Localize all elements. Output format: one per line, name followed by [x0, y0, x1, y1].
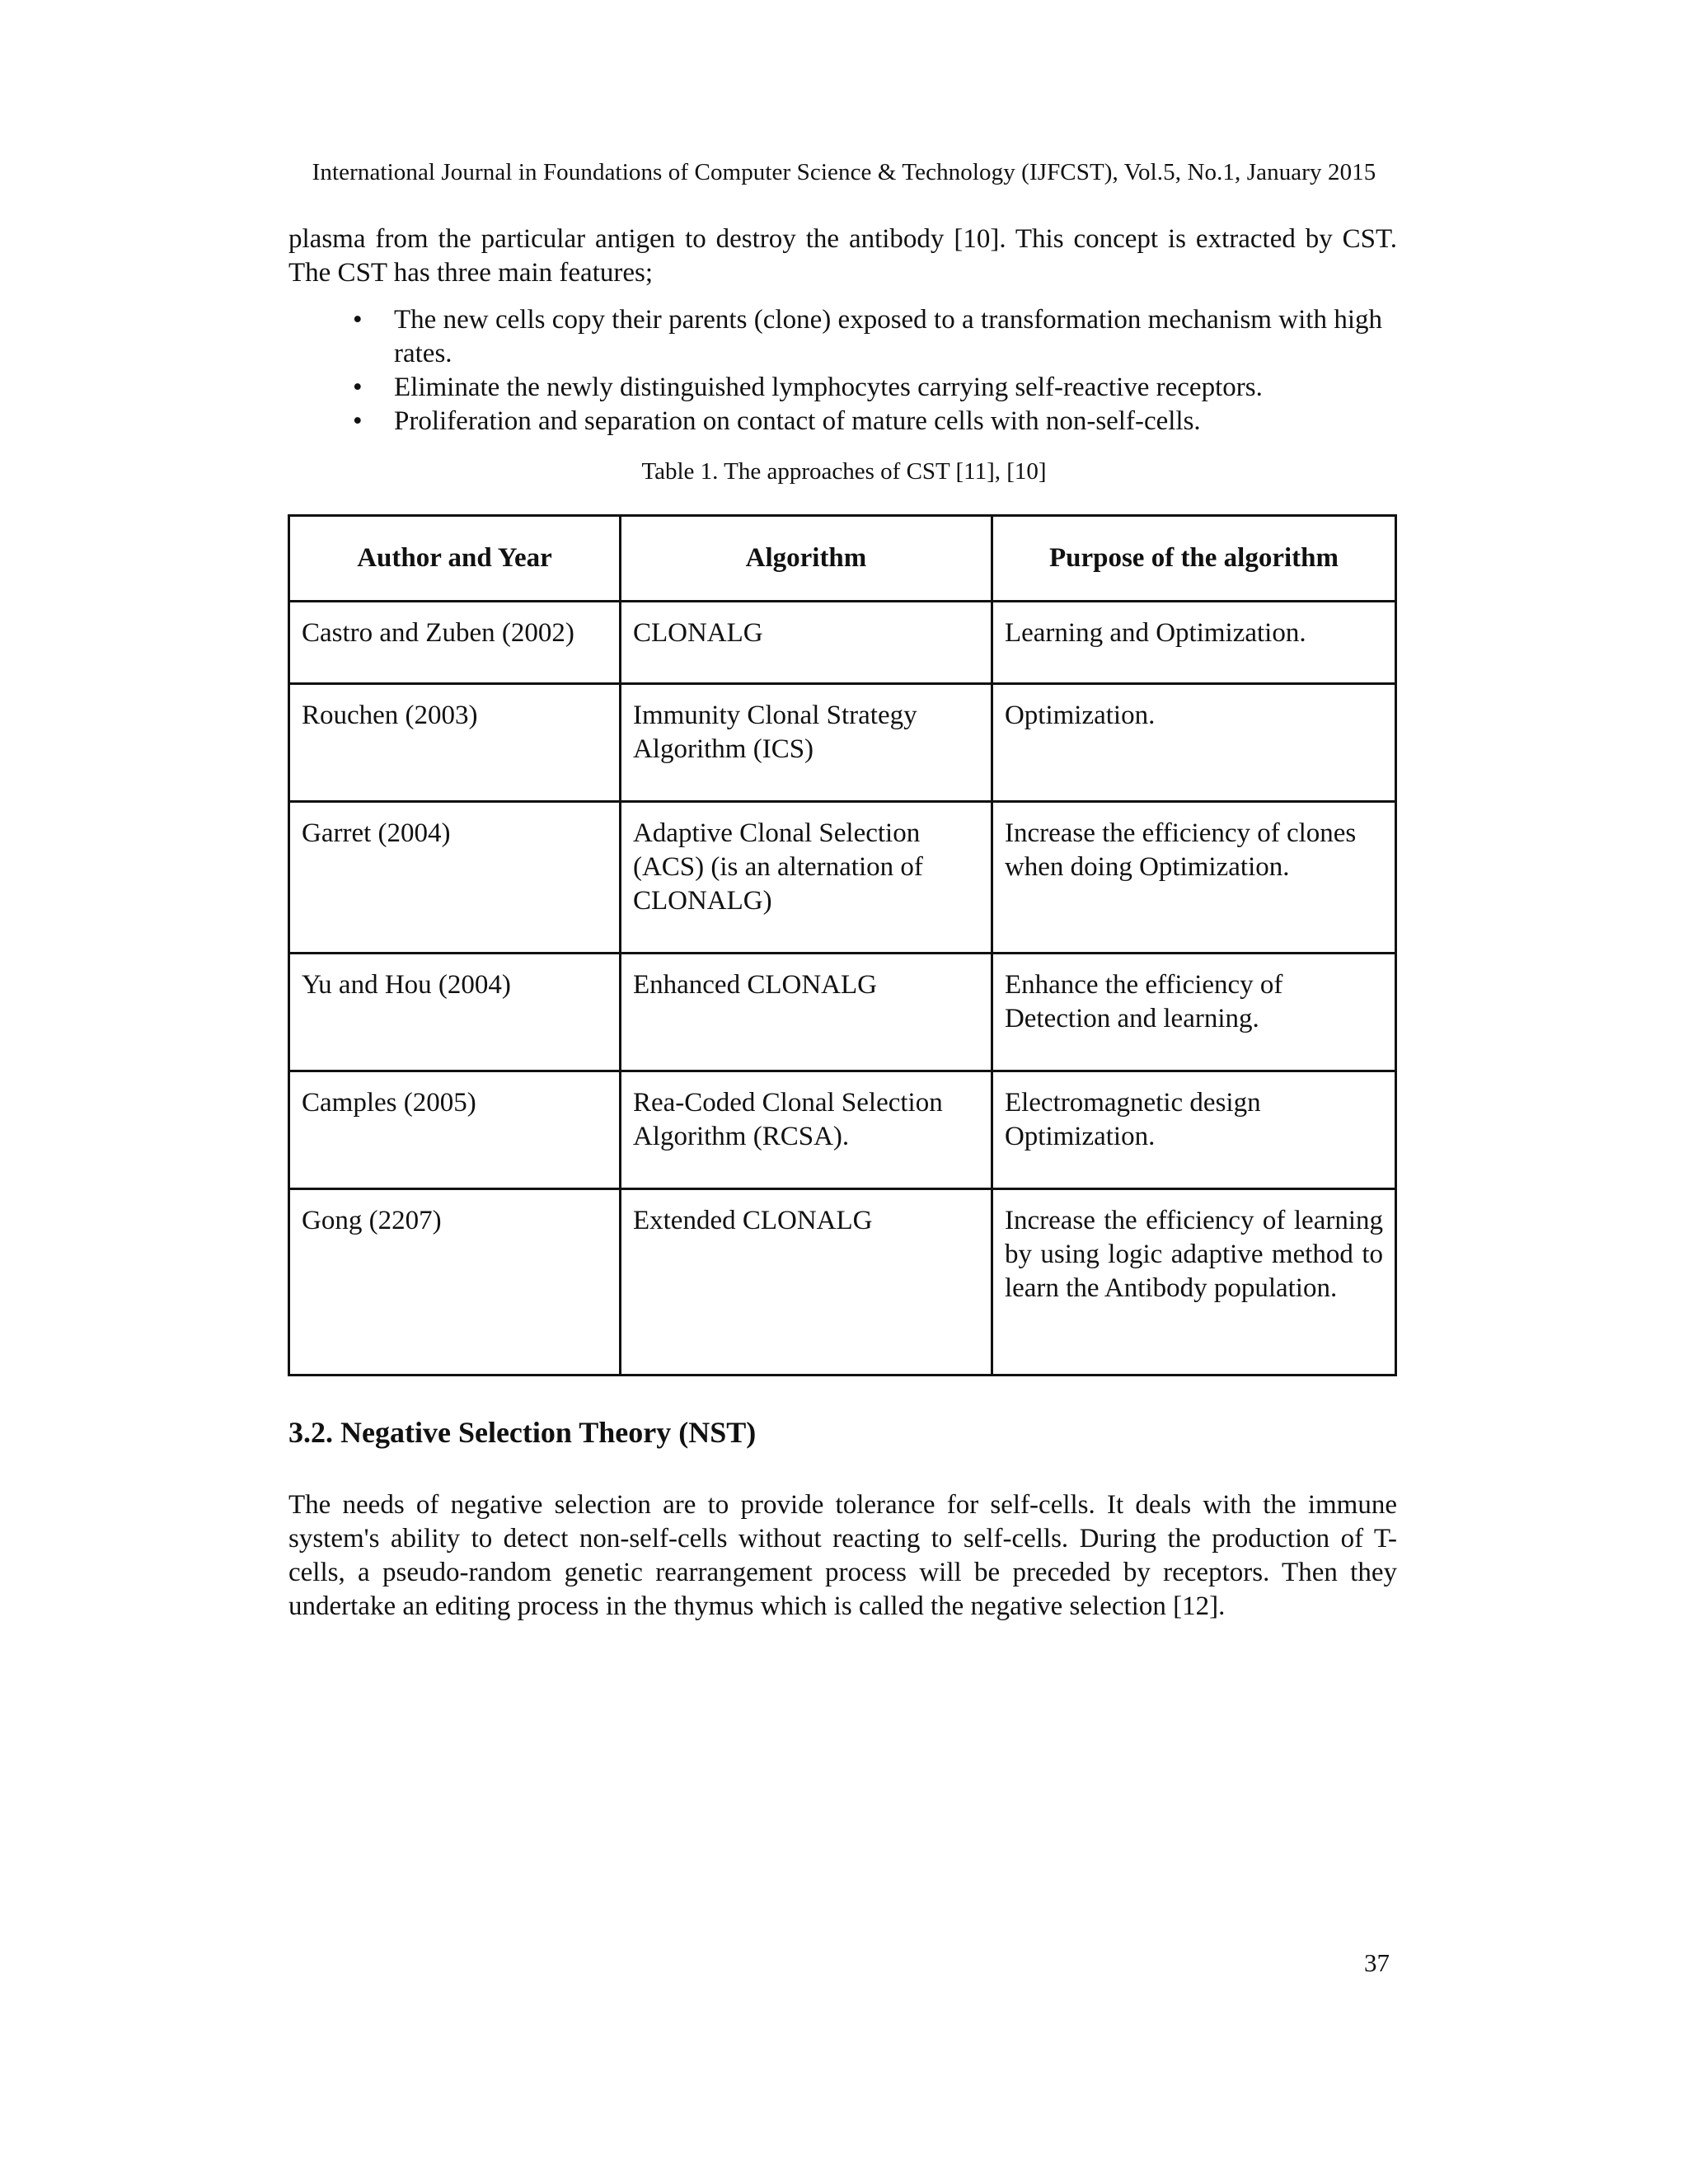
page-number: 37 — [1364, 1948, 1390, 1977]
table-cell: Castro and Zuben (2002) — [289, 602, 621, 684]
list-item — [288, 371, 1397, 405]
table-cell: Rea-Coded Clonal Selection Algorithm (RCSA). — [620, 1071, 992, 1189]
table-row — [289, 802, 1396, 954]
table-cell: Immunity Clonal Strategy Algorithm (ICS) — [620, 684, 992, 802]
section-title: 3.2. Negative Selection Theory (NST) — [288, 1416, 757, 1449]
intro-line: The CST has three main features; — [288, 258, 654, 288]
table-cell: Enhance the efficiency of Detection and learning. — [992, 954, 1395, 1071]
list-item — [288, 303, 1397, 371]
journal-header: International Journal in Foundations of Computer Science & Technology (IJFCST), Vol.5, No.1, January 2015 — [312, 159, 1376, 185]
table-cell: Yu and Hou (2004) — [289, 954, 621, 1071]
table-cell: Learning and Optimization. — [992, 602, 1395, 684]
table-cell: Adaptive Clonal Selection (ACS) (is an alternation of CLONALG) — [620, 802, 992, 954]
table-cell: Rouchen (2003) — [289, 684, 621, 802]
features-list — [288, 303, 1397, 438]
table-row — [289, 684, 1396, 802]
table-row — [289, 1189, 1396, 1376]
bullet-icon: • — [353, 406, 363, 436]
list-item-text: Proliferation and separation on contact of mature cells with non-self-cells. — [394, 406, 1201, 436]
section-line: undertake an editing process in the thymus which is called the negative selection [12]. — [288, 1591, 1226, 1621]
table-caption: Table 1. The approaches of CST [11], [10] — [641, 458, 1047, 485]
bullet-icon: • — [353, 373, 363, 402]
table-cell: Enhanced CLONALG — [620, 954, 992, 1071]
table-cell: Camples (2005) — [289, 1071, 621, 1189]
table-row — [289, 1071, 1396, 1189]
section-line: system's ability to detect non-self-cells without reacting to self-cells. During the production of T- — [288, 1524, 1397, 1554]
column-header: Algorithm — [620, 516, 992, 602]
approaches-table — [288, 514, 1397, 1376]
list-item-text: Eliminate the newly distinguished lymphocytes carrying self-reactive receptors. — [394, 373, 1263, 402]
table-header-row — [289, 516, 1396, 602]
table-cell: Electromagnetic design Optimization. — [992, 1071, 1395, 1189]
table-row — [289, 602, 1396, 684]
section-line: The needs of negative selection are to provide tolerance for self-cells. It deals with the immune — [288, 1490, 1397, 1520]
section-paragraph — [288, 1488, 1397, 1624]
intro-paragraph — [288, 223, 1397, 290]
intro-line: plasma from the particular antigen to destroy the antibody [10]. This concept is extracted by CST. — [288, 224, 1397, 254]
list-item-text: The new cells copy their parents (clone) exposed to a transformation mechanism with high rates. — [394, 305, 1382, 368]
table-cell: Garret (2004) — [289, 802, 621, 954]
table-cell: Optimization. — [992, 684, 1395, 802]
table-cell: Extended CLONALG — [620, 1189, 992, 1376]
table-cell: CLONALG — [620, 602, 992, 684]
table-row — [289, 954, 1396, 1071]
table-cell: Gong (2207) — [289, 1189, 621, 1376]
column-header: Purpose of the algorithm — [992, 516, 1395, 602]
section-line: cells, a pseudo-random genetic rearrangement process will be preceded by receptors. Then they — [288, 1558, 1397, 1587]
column-header: Author and Year — [289, 516, 621, 602]
bullet-icon: • — [353, 305, 363, 335]
table-cell: Increase the efficiency of learning by using logic adaptive method to learn the Antibody population. — [992, 1189, 1395, 1376]
list-item — [288, 405, 1397, 438]
table-cell: Increase the efficiency of clones when doing Optimization. — [992, 802, 1395, 954]
